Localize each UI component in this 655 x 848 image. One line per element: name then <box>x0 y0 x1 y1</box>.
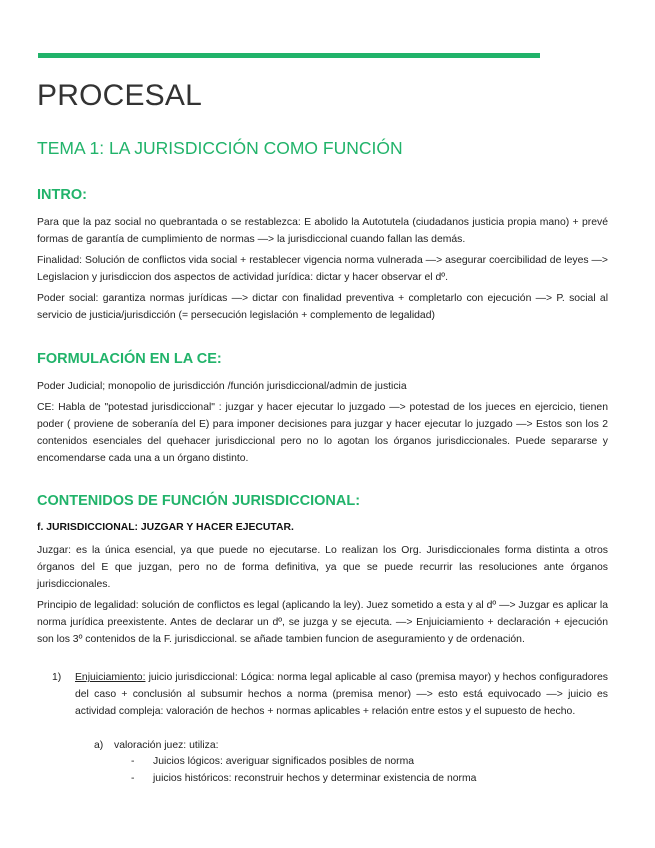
contenidos-subheading: f. JURISDICCIONAL: JUZGAR Y HACER EJECUTAR. <box>37 522 294 533</box>
intro-paragraph-3: Poder social: garantiza normas jurídicas —> dictar con finalidad preventiva + completarlo con ejecución —> P. social al servicio de justicia/jurisdicción (= persecución legislación + complemento de legalidad) <box>37 293 608 321</box>
lettered-item-a <box>94 737 219 754</box>
ce-heading: FORMULACIÓN EN LA CE: <box>37 351 222 367</box>
contenidos-heading: CONTENIDOS DE FUNCIÓN JURISDICCIONAL: <box>37 493 361 509</box>
ce-paragraph-2: CE: Habla de "potestad jurisdiccional" : juzgar y hacer ejecutar lo juzgado —> potestad de los jueces en ejercicio, tienen poder ( proviene de soberanía del E) para imponer decisiones para juzgar y hacer ejecutar lo juzgado —> Estos son los 2 contenidos esenciales del quehacer jurisdiccional pero no lo agotan los órganos jurisdiccionales. Puede separarse y encomendarse cada una a un órgano distinto. <box>37 402 608 464</box>
dash-item-2 <box>131 770 476 787</box>
intro-heading: INTRO: <box>37 187 87 203</box>
intro-paragraph-2: Finalidad: Solución de conflictos vida social + restablecer vigencia norma vulnerada —> asegurar coercibilidad de leyes —> Legislacion y jurisdiccion dos aspectos de actividad jurídica: dictar y hacer observar el dº. <box>37 255 608 283</box>
topic-title: TEMA 1: LA JURISDICCIÓN COMO FUNCIÓN <box>37 138 403 158</box>
numbered-item-term: Enjuiciamiento: <box>75 672 146 683</box>
header-accent-bar <box>38 53 540 58</box>
numbered-item-text: juicio jurisdiccional: Lógica: norma legal aplicable al caso (premisa mayor) y hechos configuradores del caso + conclusión al subsumir hechos a norma (premisa menor) —> esto está equivocado —> juicio es actividad compleja: valoración de hechos + normas aplicables + relación entre estos y el supuesto de hecho. <box>75 672 608 717</box>
contenidos-paragraph-1: Juzgar: es la única esencial, ya que puede no ejecutarse. Lo realizan los Org. Jurisdiccionales forma distinta a otros órganos del E que juzgan, pero no de forma definitiva, ya que se puede recurrir las resoluciones ante órganos jurisdiccionales. <box>37 545 608 590</box>
contenidos-paragraph-2: Principio de legalidad: solución de conflictos es legal (aplicando la ley). Juez sometido a esta y al dº —> Juzgar es aplicar la norma jurídica preexistente. Antes de declarar un dº, se juzga y se ejecuta. —> Enjuiciamiento + declaración + ejecución son los 3º contenidos de la F. jurisdiccional. se añade tambien funcion de aseguramiento y de ordenación. <box>37 600 608 645</box>
dash-item-text: Juicios lógicos: averiguar significados posibles de norma <box>153 756 415 767</box>
numbered-item-number: 1) <box>52 672 62 683</box>
lettered-item-text: valoración juez: utiliza: <box>114 740 219 751</box>
dash-item-text: juicios históricos: reconstruir hechos y determinar existencia de norma <box>153 773 477 784</box>
dash-bullet: - <box>131 773 135 784</box>
lettered-item-letter: a) <box>94 740 104 751</box>
document-title: PROCESAL <box>37 79 202 112</box>
numbered-item-enjuiciamiento <box>52 669 608 720</box>
dash-item-1 <box>131 753 414 770</box>
numbered-item-body <box>75 669 608 720</box>
intro-paragraph-1: Para que la paz social no quebrantada o se restablezca: E abolido la Autotutela (ciudadanos justicia propia mano) + prevé formas de garantía de cumplimiento de normas —> la jurisdiccional cuando fallan las demás. <box>37 217 608 245</box>
dash-bullet: - <box>131 756 135 767</box>
ce-paragraph-1: Poder Judicial; monopolio de jurisdicción /función jurisdiccional/admin de justicia <box>37 381 407 392</box>
